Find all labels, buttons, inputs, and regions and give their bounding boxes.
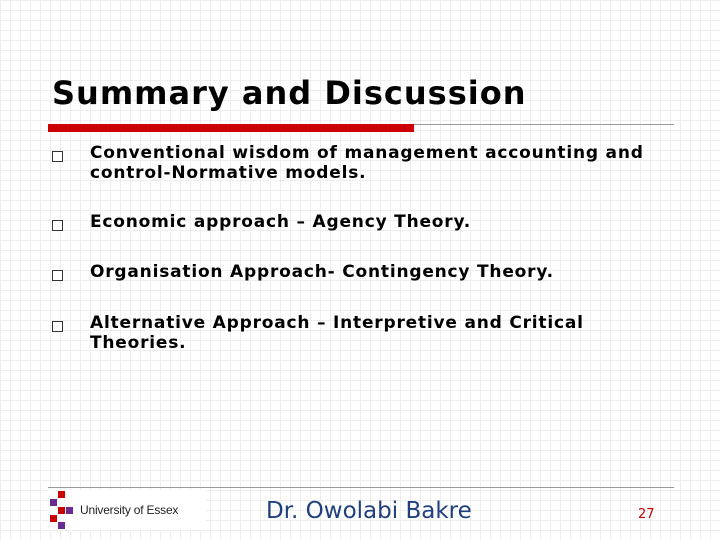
footer-divider-line — [48, 487, 674, 488]
footer-author: Dr. Owolabi Bakre — [266, 498, 472, 524]
page-number: 27 — [638, 507, 655, 522]
square-bullet-icon — [52, 270, 63, 281]
bullet-text: Alternative Approach – Interpretive and Critical Theories. — [90, 313, 584, 353]
square-bullet-icon — [52, 220, 63, 231]
bullet-item — [52, 313, 652, 353]
bullet-item — [52, 262, 652, 282]
square-bullet-icon — [52, 151, 63, 162]
bullet-item — [52, 212, 652, 232]
bullet-text: Organisation Approach- Contingency Theory. — [90, 262, 554, 282]
bullet-item — [52, 143, 652, 183]
square-bullet-icon — [52, 321, 63, 332]
bullet-text: Economic approach – Agency Theory. — [90, 212, 472, 232]
logo-text: University of Essex — [80, 503, 179, 517]
university-logo — [48, 490, 206, 530]
essex-logo-icon — [50, 491, 74, 529]
slide-title: Summary and Discussion — [52, 74, 527, 112]
bullet-text: Conventional wisdom of management accounting and control-Normative models. — [90, 143, 644, 183]
